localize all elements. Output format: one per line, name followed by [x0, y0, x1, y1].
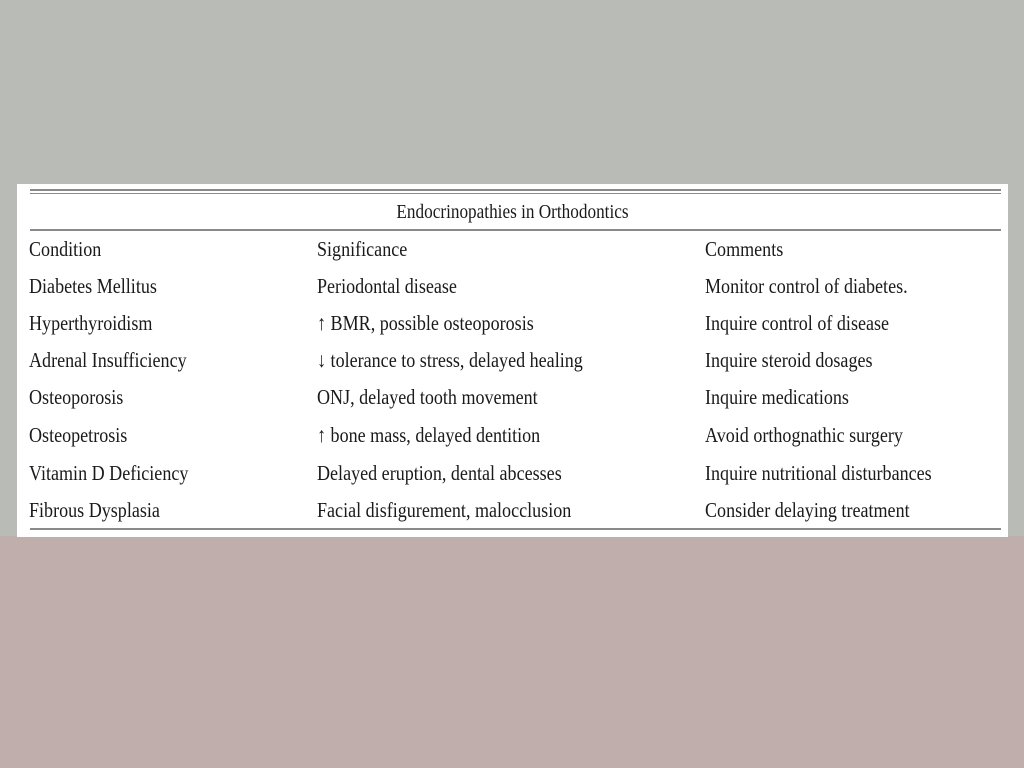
table-row: [17, 305, 1008, 342]
table-bottom-rule: [30, 528, 1001, 530]
cell-comments: Consider delaying treatment: [705, 498, 910, 522]
table-header-row: [17, 231, 1008, 268]
cell-condition: Vitamin D Deficiency: [29, 461, 189, 485]
header-comments: Comments: [705, 237, 784, 261]
table-row: [17, 342, 1008, 379]
cell-comments: Avoid orthognathic surgery: [705, 423, 903, 447]
cell-significance: ↑ bone mass, delayed dentition: [317, 423, 541, 447]
cell-condition: Osteopetrosis: [29, 423, 128, 447]
table-top-rule: [30, 189, 1001, 191]
cell-significance: Facial disfigurement, malocclusion: [317, 498, 572, 522]
cell-significance: ↑ BMR, possible osteoporosis: [317, 311, 534, 335]
cell-comments: Inquire steroid dosages: [705, 348, 873, 372]
slide-background-bottom: [0, 536, 1024, 768]
cell-comments: Inquire medications: [705, 385, 849, 409]
cell-condition: Diabetes Mellitus: [29, 274, 157, 298]
table-row: [17, 379, 1008, 416]
table-row: [17, 455, 1008, 492]
cell-significance: ↓ tolerance to stress, delayed healing: [317, 348, 583, 372]
cell-condition: Adrenal Insufficiency: [29, 348, 187, 372]
table-image: [17, 184, 1008, 537]
cell-significance: Delayed eruption, dental abcesses: [317, 461, 562, 485]
header-condition: Condition: [29, 237, 102, 261]
cell-comments: Inquire nutritional disturbances: [705, 461, 932, 485]
table-row: [17, 417, 1008, 454]
table-top-rule-thin: [30, 193, 1001, 194]
header-significance: Significance: [317, 237, 408, 261]
cell-significance: Periodontal disease: [317, 274, 457, 298]
cell-comments: Inquire control of disease: [705, 311, 890, 335]
table-row: [17, 492, 1008, 529]
cell-condition: Fibrous Dysplasia: [29, 498, 160, 522]
cell-comments: Monitor control of diabetes.: [705, 274, 908, 298]
table-row: [17, 268, 1008, 305]
table-title: Endocrinopathies in Orthodontics: [396, 201, 629, 223]
cell-condition: Hyperthyroidism: [29, 311, 153, 335]
cell-condition: Osteoporosis: [29, 385, 124, 409]
cell-significance: ONJ, delayed tooth movement: [317, 385, 538, 409]
